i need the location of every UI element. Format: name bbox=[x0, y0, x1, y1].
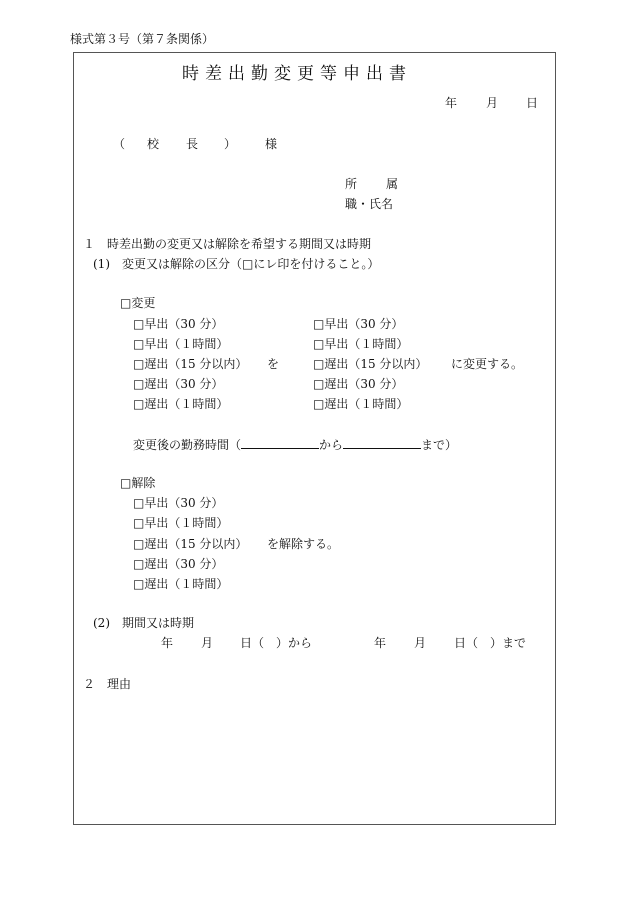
change-to-option: □早出（１時間） bbox=[313, 337, 409, 351]
cancel-checkbox-label: □解除 bbox=[120, 476, 156, 490]
cancel-option: □早出（１時間） bbox=[133, 516, 229, 530]
changed-hours-end-blank[interactable] bbox=[343, 437, 421, 449]
change-connector: を bbox=[267, 357, 280, 371]
change-from-option: □早出（30 分） bbox=[133, 317, 224, 331]
change-checkbox-label: □変更 bbox=[120, 296, 156, 310]
changed-hours-start-blank[interactable] bbox=[241, 437, 319, 449]
affiliation-label-2: 属 bbox=[386, 177, 399, 191]
section2-heading: ２ 理由 bbox=[83, 677, 132, 691]
section1-sub2: (2) 期間又は時期 bbox=[93, 616, 194, 630]
period-day-from: 日（ ）から bbox=[240, 636, 313, 650]
change-suffix: に変更する。 bbox=[451, 357, 524, 371]
change-from-option: □遅出（15 分以内） bbox=[133, 357, 248, 371]
form-title: 時差出勤変更等申出書 bbox=[182, 64, 412, 84]
changed-hours-to: まで） bbox=[421, 438, 458, 452]
affiliation-label-1: 所 bbox=[345, 177, 358, 191]
cancel-suffix: を解除する。 bbox=[267, 537, 340, 551]
cancel-option: □遅出（15 分以内） bbox=[133, 537, 248, 551]
change-from-option: □早出（１時間） bbox=[133, 337, 229, 351]
change-to-option: □遅出（１時間） bbox=[313, 397, 409, 411]
period-day-to: 日（ ）まで bbox=[454, 636, 527, 650]
period-year-2: 年 bbox=[374, 636, 387, 650]
date-day-label: 日 bbox=[526, 96, 539, 110]
change-from-option: □遅出（30 分） bbox=[133, 377, 224, 391]
cancel-option: □遅出（30 分） bbox=[133, 557, 224, 571]
name-label: 職・氏名 bbox=[345, 197, 394, 211]
section1-heading: １ 時差出勤の変更又は解除を希望する期間又は時期 bbox=[83, 237, 372, 251]
cancel-option: □遅出（１時間） bbox=[133, 577, 229, 591]
addressee-honorific: 様 bbox=[265, 137, 278, 151]
reason-area[interactable] bbox=[83, 698, 545, 816]
addressee-chief: 長 bbox=[186, 137, 199, 151]
date-month-label: 月 bbox=[486, 96, 499, 110]
changed-hours-line bbox=[133, 437, 457, 451]
period-year-1: 年 bbox=[161, 636, 174, 650]
addressee-close-paren: ） bbox=[224, 137, 237, 151]
changed-hours-prefix: 変更後の勤務時間（ bbox=[133, 438, 242, 452]
addressee-open-paren: （ bbox=[113, 137, 126, 151]
form-number: 様式第３号（第７条関係） bbox=[70, 32, 215, 46]
change-to-option: □遅出（15 分以内） bbox=[313, 357, 428, 371]
change-to-option: □早出（30 分） bbox=[313, 317, 404, 331]
period-month-1: 月 bbox=[201, 636, 214, 650]
date-year-label: 年 bbox=[445, 96, 458, 110]
period-month-2: 月 bbox=[414, 636, 427, 650]
addressee-school: 校 bbox=[147, 137, 160, 151]
change-to-option: □遅出（30 分） bbox=[313, 377, 404, 391]
cancel-option: □早出（30 分） bbox=[133, 496, 224, 510]
section1-sub1: (1) 変更又は解除の区分（□にレ印を付けること。） bbox=[93, 257, 380, 271]
change-from-option: □遅出（１時間） bbox=[133, 397, 229, 411]
changed-hours-from: から bbox=[319, 438, 344, 452]
